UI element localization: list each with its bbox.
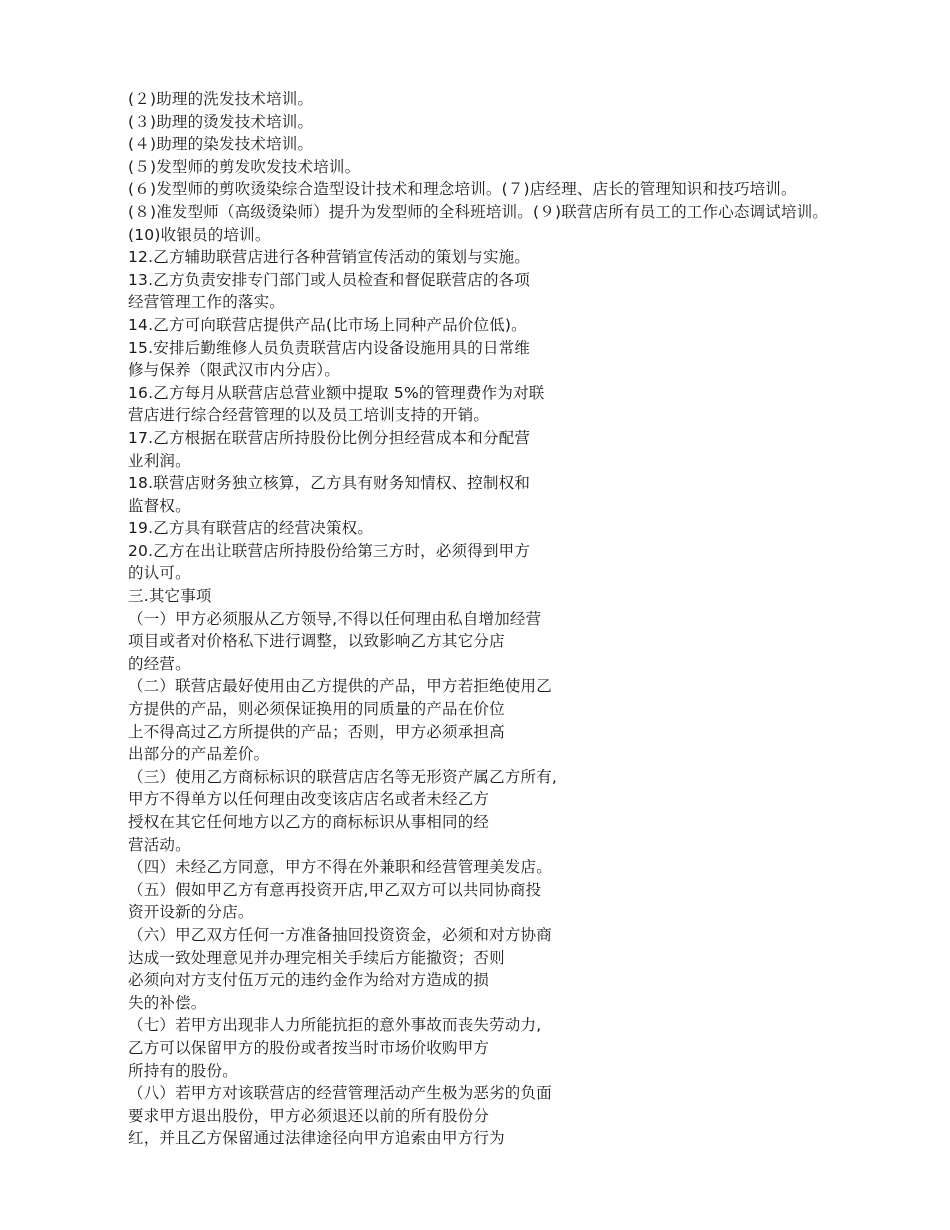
text-line: （四）未经乙方同意，甲方不得在外兼职和经营管理美发店。 — [128, 858, 552, 877]
text-line: （五）假如甲乙方有意再投资开店,甲乙双方可以共同协商投 — [128, 880, 542, 899]
text-line: （三）使用乙方商标标识的联营店店名等无形资产属乙方所有, — [128, 767, 558, 786]
text-line: 20.乙方在出让联营店所持股份给第三方时，必须得到甲方 — [128, 541, 531, 560]
text-line: （七）若甲方出现非人力所能抗拒的意外事故而丧失劳动力, — [128, 1016, 542, 1035]
text-line: 要求甲方退出股份，甲方必须退还以前的所有股份分 — [128, 1106, 490, 1125]
text-line: 的经营。 — [128, 654, 191, 673]
text-line: 17.乙方根据在联营店所持股份比例分担经营成本和分配营 — [128, 428, 531, 447]
document-body — [128, 88, 928, 1150]
text-line: 营店进行综合经营管理的以及员工培训支持的开销。 — [128, 406, 490, 425]
text-line: （八）若甲方对该联营店的经营管理活动产生极为恶劣的负面 — [128, 1084, 552, 1103]
text-line: 乙方可以保留甲方的股份或者按当时市场价收购甲方 — [128, 1038, 490, 1057]
text-line: （二）联营店最好使用由乙方提供的产品，甲方若拒绝使用乙 — [128, 677, 552, 696]
text-line: 15.安排后勤维修人员负责联营店内设备设施用具的日常维 — [128, 338, 531, 357]
text-line: 18.联营店财务独立核算，乙方具有财务知情权、控制权和 — [128, 474, 531, 493]
text-line: (５)发型师的剪发吹发技术培训。 — [128, 157, 361, 176]
text-line: 经营管理工作的落实。 — [128, 293, 286, 312]
text-line: 出部分的产品差价。 — [128, 745, 270, 764]
text-line: 红，并且乙方保留通过法律途径向甲方追索由甲方行为 — [128, 1129, 505, 1148]
text-line: （六）甲乙双方任何一方准备抽回投资资金，必须和对方协商 — [128, 925, 552, 944]
text-line: (８)准发型师（高级烫染师）提升为发型师的全科班培训。(９)联营店所有员工的工作心态调试培训。 — [128, 202, 829, 221]
text-line: 方提供的产品，则必须保证换用的同质量的产品在价位 — [128, 700, 505, 719]
text-line: 监督权。 — [128, 496, 191, 515]
text-line: 上不得高过乙方所提供的产品；否则，甲方必须承担高 — [128, 722, 505, 741]
text-line: 修与保养（限武汉市内分店）。 — [128, 361, 341, 380]
text-line: 甲方不得单方以任何理由改变该店店名或者未经乙方 — [128, 790, 490, 809]
text-line: 的认可。 — [128, 564, 191, 583]
text-line: 所持有的股份。 — [128, 1061, 238, 1080]
text-line: 19.乙方具有联营店的经营决策权。 — [128, 519, 374, 538]
text-line: 资开设新的分店。 — [128, 903, 254, 922]
text-line: (２)助理的洗发技术培训。 — [128, 90, 314, 108]
text-line: 项目或者对价格私下进行调整，以致影响乙方其它分店 — [128, 632, 505, 651]
text-line: 13.乙方负责安排专门部门或人员检查和督促联营店的各项 — [128, 270, 531, 289]
text-line: 14.乙方可向联营店提供产品(比市场上同种产品价位低)。 — [128, 315, 527, 334]
text-line: (10)收银员的培训。 — [128, 225, 271, 244]
text-line: 达成一致处理意见并办理完相关手续后方能撤资；否则 — [128, 948, 505, 967]
section-heading: 三.其它事项 — [128, 587, 212, 606]
text-line: (３)助理的烫发技术培训。 — [128, 112, 314, 131]
text-line: 必须向对方支付伍万元的违约金作为给对方造成的损 — [128, 971, 490, 990]
text-line: (４)助理的染发技术培训。 — [128, 135, 314, 154]
text-line: 16.乙方每月从联营店总营业额中提取 5%的管理费作为对联 — [128, 383, 545, 402]
text-line: (６)发型师的剪吹烫染综合造型设计技术和理念培训。(７)店经理、店长的管理知识和技巧培训。 — [128, 180, 797, 199]
text-line: （一）甲方必须服从乙方领导,不得以任何理由私自增加经营 — [128, 609, 542, 628]
text-line: 失的补偿。 — [128, 993, 207, 1012]
text-line: 业利润。 — [128, 451, 191, 470]
text-line: 营活动。 — [128, 835, 191, 854]
text-line: 12.乙方辅助联营店进行各种营销宣传活动的策划与实施。 — [128, 248, 531, 267]
text-line: 授权在其它任何地方以乙方的商标标识从事相同的经 — [128, 813, 490, 831]
